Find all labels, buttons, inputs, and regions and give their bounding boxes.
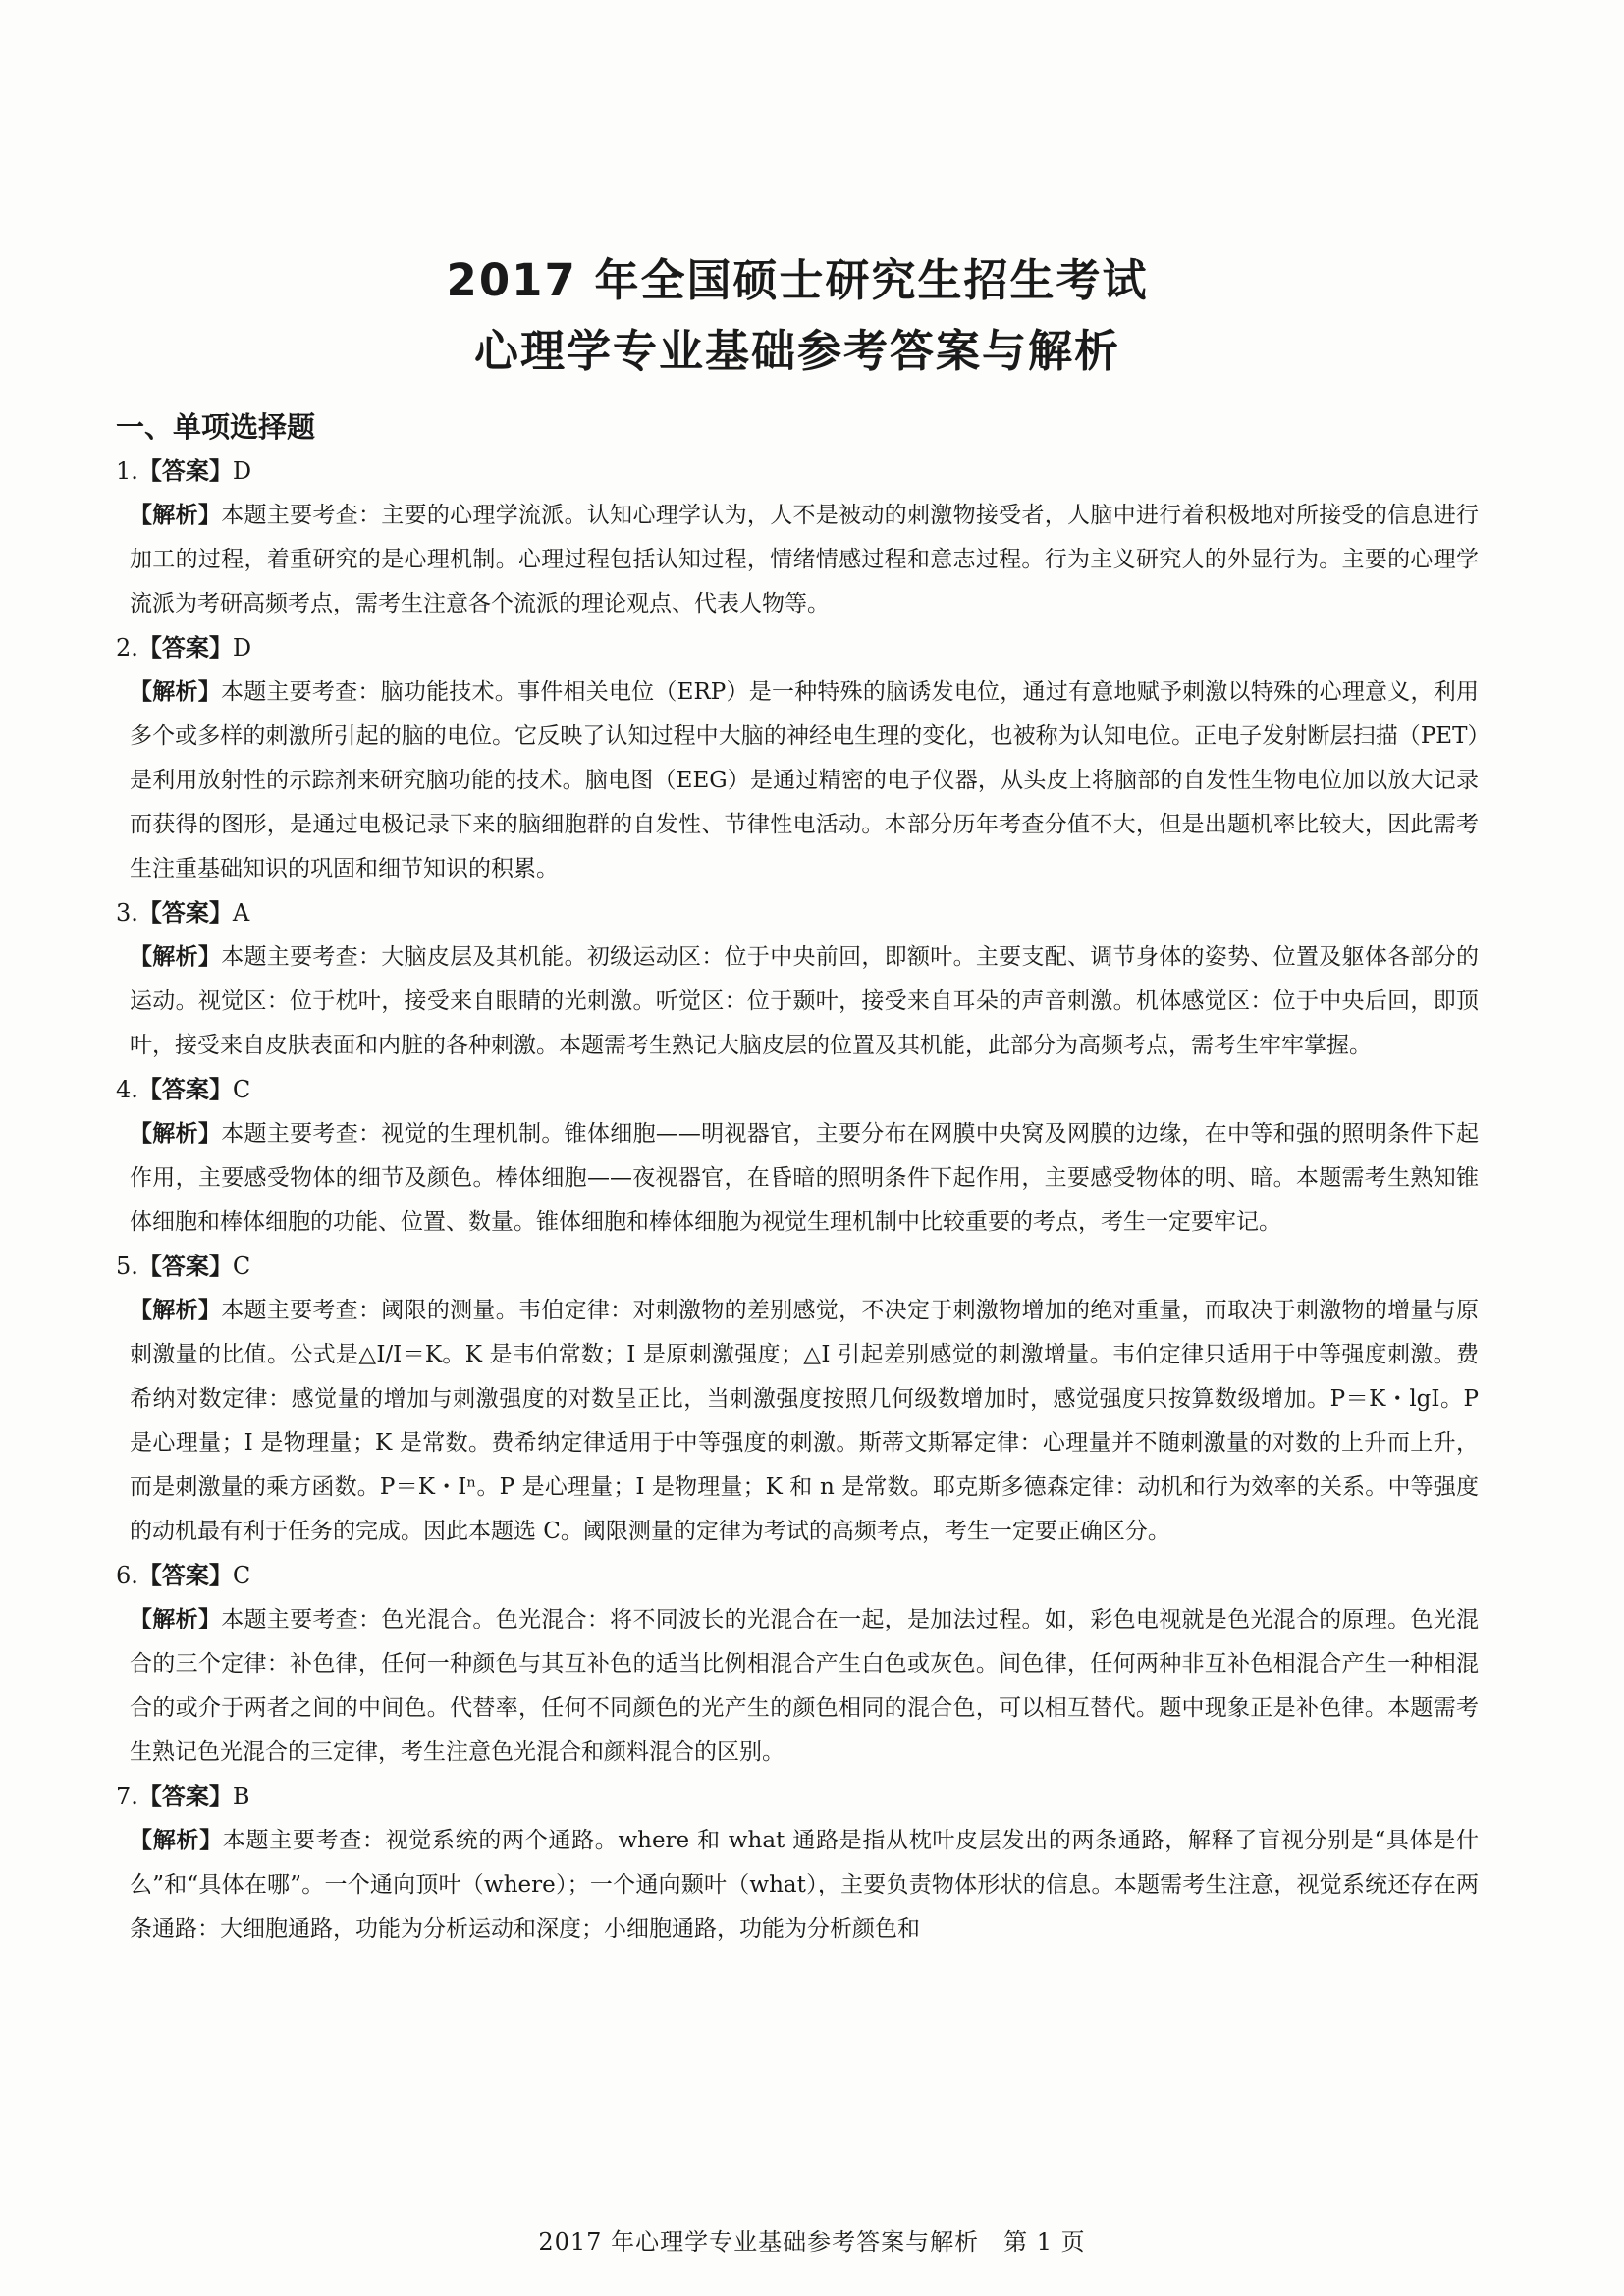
explanation xyxy=(130,1598,1479,1775)
answer-line xyxy=(116,1245,1479,1289)
answer-line xyxy=(116,626,1479,670)
explanation-text: 本题主要考查：大脑皮层及其机能。初级运动区：位于中央前回，即额叶。主要支配、调节身体的姿势、位置及躯体各部分的运动。视觉区：位于枕叶，接受来自眼睛的光刺激。听觉区：位于颞叶，接受来自耳朵的声音刺激。机体感觉区：位于中央后回，即顶叶，接受来自皮肤表面和内脏的各种刺激。本题需考生熟记大脑皮层的位置及其机能，此部分为高频考点，需考生牢牢掌握。 xyxy=(130,944,1480,1058)
answer-label: 【答案】 xyxy=(137,457,233,485)
answer-value: D xyxy=(232,634,252,662)
explanation xyxy=(130,494,1479,626)
section-title: 一、单项选择题 xyxy=(116,410,316,444)
document-title-line-1: 2017 年全国硕士研究生招生考试 xyxy=(446,254,1149,306)
item-number: 1. xyxy=(116,457,138,485)
answer-line xyxy=(116,450,1479,494)
explanation-label: 【解析】 xyxy=(130,944,222,970)
page-footer: 2017 年心理学专业基础参考答案与解析 第 1 页 xyxy=(538,2228,1086,2256)
answer-line xyxy=(116,1068,1479,1112)
explanation-label: 【解析】 xyxy=(130,503,222,528)
answer-item xyxy=(116,450,1479,626)
answer-label: 【答案】 xyxy=(137,1783,233,1810)
answer-value: C xyxy=(232,1076,251,1103)
document-title-line-2: 心理学专业基础参考答案与解析 xyxy=(473,325,1120,377)
answer-value: C xyxy=(232,1253,251,1280)
answer-label: 【答案】 xyxy=(137,634,233,662)
explanation xyxy=(130,935,1479,1068)
answer-line xyxy=(116,891,1479,935)
explanation xyxy=(130,1289,1479,1554)
explanation xyxy=(130,1112,1479,1245)
explanation-text: 本题主要考查：视觉系统的两个通路。where 和 what 通路是指从枕叶皮层发出的两条通路，解释了盲视分别是“具体是什么”和“具体在哪”。一个通向顶叶（where）；一个通向颞叶（what），主要负责物体形状的信息。本题需考生注意，视觉系统还存在两条通路：大细胞通路，功能为分析运动和深度；小细胞通路，功能为分析颜色和 xyxy=(130,1828,1479,1942)
explanation xyxy=(130,670,1479,891)
explanation-label: 【解析】 xyxy=(130,679,221,705)
explanation-label: 【解析】 xyxy=(130,1607,222,1632)
item-number: 6. xyxy=(116,1562,138,1589)
item-number: 5. xyxy=(116,1253,138,1280)
answer-value: D xyxy=(232,457,252,485)
answer-item xyxy=(116,1554,1479,1775)
explanation xyxy=(130,1819,1479,1951)
item-number: 2. xyxy=(116,634,138,662)
answer-item xyxy=(116,626,1479,891)
answer-item xyxy=(116,1245,1479,1554)
answer-label: 【答案】 xyxy=(137,1076,233,1103)
answer-value: A xyxy=(232,899,250,927)
answer-item xyxy=(116,891,1479,1068)
explanation-label: 【解析】 xyxy=(130,1828,223,1853)
item-number: 3. xyxy=(116,899,138,927)
answer-item xyxy=(116,1775,1479,1951)
item-number: 7. xyxy=(116,1783,138,1810)
answer-label: 【答案】 xyxy=(137,899,233,927)
answer-value: C xyxy=(232,1562,251,1589)
explanation-text: 本题主要考查：色光混合。色光混合：将不同波长的光混合在一起，是加法过程。如，彩色电视就是色光混合的原理。色光混合的三个定律：补色律，任何一种颜色与其互补色的适当比例相混合产生白色或灰色。间色律，任何两种非互补色相混合产生一种相混合的或介于两者之间的中间色。代替率，任何不同颜色的光产生的颜色相同的混合色，可以相互替代。题中现象正是补色律。本题需考生熟记色光混合的三定律，考生注意色光混合和颜料混合的区别。 xyxy=(130,1607,1480,1765)
explanation-text: 本题主要考查：主要的心理学流派。认知心理学认为，人不是被动的刺激物接受者，人脑中进行着积极地对所接受的信息进行加工的过程，着重研究的是心理机制。心理过程包括认知过程，情绪情感过程和意志过程。行为主义研究人的外显行为。主要的心理学流派为考研高频考点，需考生注意各个流派的理论观点、代表人物等。 xyxy=(130,503,1480,616)
answer-document xyxy=(116,245,1479,1951)
answer-line xyxy=(116,1554,1479,1598)
item-number: 4. xyxy=(116,1076,138,1103)
answer-line xyxy=(116,1775,1479,1819)
answer-label: 【答案】 xyxy=(137,1253,233,1280)
explanation-label: 【解析】 xyxy=(130,1121,222,1147)
explanation-label: 【解析】 xyxy=(130,1298,222,1323)
answer-list xyxy=(116,450,1479,1951)
explanation-text: 本题主要考查：阈限的测量。韦伯定律：对刺激物的差别感觉，不决定于刺激物增加的绝对重量，而取决于刺激物的增量与原刺激量的比值。公式是△I/I＝K。K 是韦伯常数；I 是原刺激强度；△I 引起差别感觉的刺激增量。韦伯定律只适用于中等强度刺激。费希纳对数定律：感觉量的增加与刺激强度的对数呈正比，当刺激强度按照几何级数增加时，感觉强度只按算数级增加。P＝K・lgI。P 是心理量；I 是物理量；K 是常数。费希纳定律适用于中等强度的刺激。斯蒂文斯幂定律：心理量并不随刺激量的对数的上升而上升，而是刺激量的乘方函数。P＝K・Iⁿ。P 是心理量；I 是物理量；K 和 n 是常数。耶克斯多德森定律：动机和行为效率的关系。中等强度的动机最有利于任务的完成。因此本题选 C。阈限测量的定律为考试的高频考点，考生一定要正确区分。 xyxy=(130,1298,1480,1544)
answer-label: 【答案】 xyxy=(137,1562,233,1589)
answer-value: B xyxy=(232,1783,250,1810)
explanation-text: 本题主要考查：视觉的生理机制。锥体细胞——明视器官，主要分布在网膜中央窝及网膜的边缘，在中等和强的照明条件下起作用，主要感受物体的细节及颜色。棒体细胞——夜视器官，在昏暗的照明条件下起作用，主要感受物体的明、暗。本题需考生熟知锥体细胞和棒体细胞的功能、位置、数量。锥体细胞和棒体细胞为视觉生理机制中比较重要的考点，考生一定要牢记。 xyxy=(130,1121,1480,1235)
explanation-text: 本题主要考查：脑功能技术。事件相关电位（ERP）是一种特殊的脑诱发电位，通过有意地赋予刺激以特殊的心理意义，利用多个或多样的刺激所引起的脑的电位。它反映了认知过程中大脑的神经电生理的变化，也被称为认知电位。正电子发射断层扫描（PET）是利用放射性的示踪剂来研究脑功能的技术。脑电图（EEG）是通过精密的电子仪器，从头皮上将脑部的自发性生物电位加以放大记录而获得的图形，是通过电极记录下来的脑细胞群的自发性、节律性电活动。本部分历年考查分值不大，但是出题机率比较大，因此需考生注重基础知识的巩固和细节知识的积累。 xyxy=(130,679,1480,881)
answer-item xyxy=(116,1068,1479,1245)
